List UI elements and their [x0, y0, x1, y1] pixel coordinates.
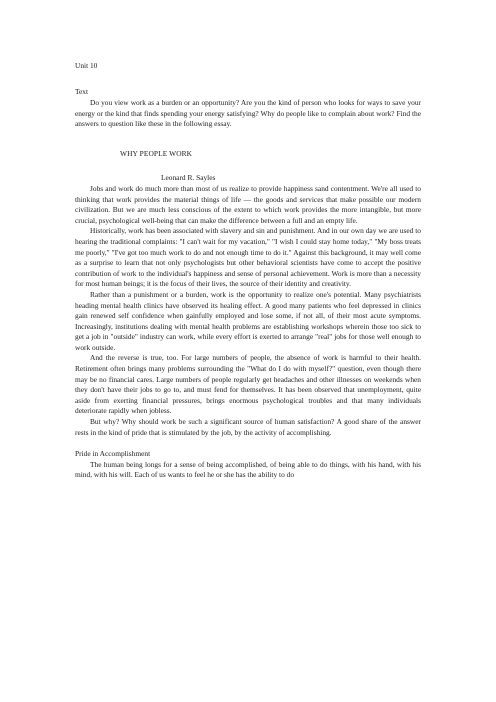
document-body [75, 98, 421, 481]
section-paragraph: The human being longs for a sense of being accomplished, of being able to do things, with his hand, with his mind, with his will. Each of us wants to feel he or she has the ability to do [75, 459, 421, 480]
body-paragraph-4: And the reverse is true, too. For large numbers of people, the absence of work is harmful to their health. Retirement often brings many problems surrounding the "What do I do with myself?" question, even though there may be no financial cares. Large numbers of people regularly get headaches and other illnesses on weekends when they don't have their jobs to go to, and must fend for themselves. It has been observed that unemployment, quite aside from exerting financial pressures, brings enormous psychological troubles and that many individuals deteriorate rapidly when jobless. [75, 353, 421, 416]
intro-paragraph: Do you view work as a burden or an opportunity? Are you the kind of person who looks for ways to save your energy or the kind that finds spending your energy satisfying? Why do people like to complain about work? Find the answers to question like these in the following essay. [75, 98, 421, 129]
essay-title: WHY PEOPLE WORK [120, 148, 193, 158]
unit-heading: Unit 10 [75, 61, 98, 70]
section-heading: Pride in Accomplishment [75, 449, 151, 459]
body-paragraph-1: Jobs and work do much more than most of us realize to provide happiness sand contentment. We're all used to thinking that work provides the material things of life — the goods and services that make possible our modern civilization. But we are much less conscious of the extent to which work provides the more intangible, but more crucial, psychological well-being that can make the difference between a full and an empty life. [75, 183, 421, 225]
body-paragraph-3: Rather than a punishment or a burden, work is the opportunity to realize one's potential. Many psychiatrists heading mental health clinics have observed its healing effect. A good many patients who feel depressed in clinics gain renewed self confidence when gainfully employed and lose some, if not all, of their most acute symptoms. Increasingly, institutions dealing with mental health problems are establishing workshops wherein those too sick to get a job in "outside" industry can work, while every effort is exerted to arrange "real" jobs for those well enough to work outside. [75, 289, 421, 352]
body-paragraph-2: Historically, work has been associated with slavery and sin and punishment. And in our own day we are used to hearing the traditional complaints: "I can't wait for my vacation," "I wish I could stay home today," "My boss treats me poorly," "I've got too much work to do and not enough time to do it." Against this background, it may well come as a surprise to learn that not only psychologists but other behavioral scientists have come to accept the positive contribution of work to the individual's happiness and sense of personal achievement. Work is more than a necessity for most human beings; it is the focus of their lives, the source of their identity and creativity. [75, 226, 421, 289]
essay-author: Leonard R. Sayles [161, 173, 216, 183]
body-paragraph-5: But why? Why should work be such a significant source of human satisfaction? A good share of the answer rests in the kind of pride that is stimulated by the job, by the activity of accomplishing. [75, 417, 421, 437]
text-label: Text [75, 87, 89, 96]
